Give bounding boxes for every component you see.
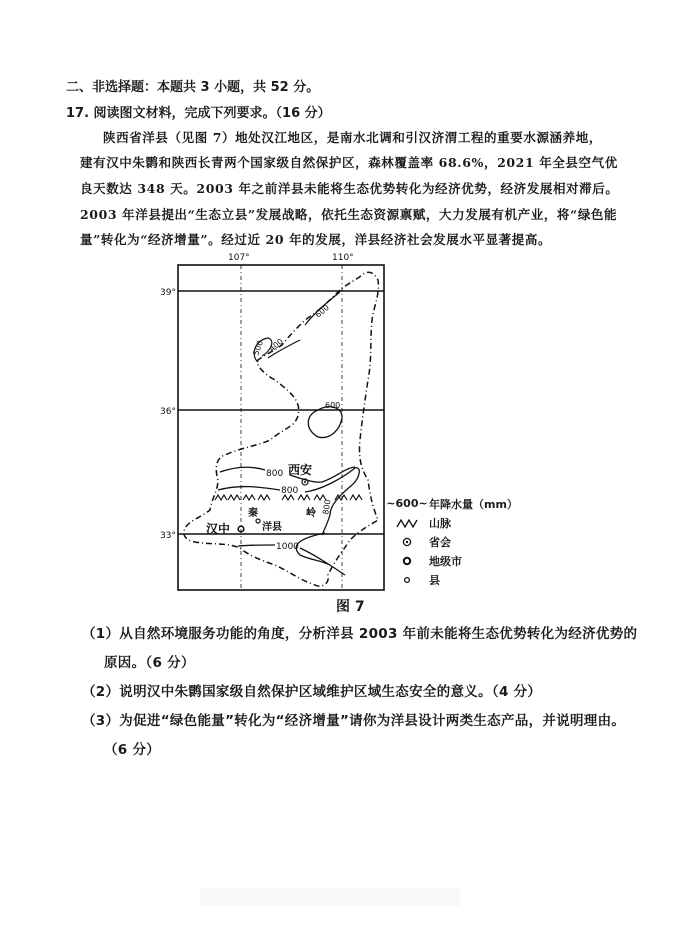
sub-question-1: （1）从自然环境服务功能的角度，分析洋县 2003 年前未能将生态优势转化为经济优势的: [82, 626, 638, 642]
county-icon: [385, 575, 429, 585]
material-line: 良天数达 348 天。2003 年之前洋县未能将生态优势转化为经济优势，经济发展相对滞后。: [80, 181, 619, 196]
prefecture-city-icon: [385, 556, 429, 566]
xian-label: 西安: [288, 463, 313, 477]
section-heading: 二、非选择题：本题共 3 小题，共 52 分。: [66, 80, 320, 95]
lat-label-36: 36°: [160, 407, 176, 417]
qinling-label-2: 岭: [306, 508, 316, 519]
isohyet-label: 500: [251, 339, 266, 357]
isohyet-label: 600: [313, 302, 331, 320]
isohyet-label: 600: [325, 401, 341, 410]
provincial-capital-icon: [385, 537, 429, 547]
lon-label-110: 110°: [332, 253, 354, 263]
question-title: 17. 阅读图文材料，完成下列要求。（16 分）: [66, 106, 331, 121]
mountain-icon: [385, 518, 429, 528]
material-line: 陕西省洋县（见图 7）地处汉江地区，是南水北调和引汉济渭工程的重要水源涵养地，: [103, 130, 602, 145]
sub-question-3: （3）为促进“绿色能量”转化为“经济增量”请你为洋县设计两类生态产品，并说明理由。: [82, 713, 626, 729]
material-line: 2003 年洋县提出“生态立县”发展战略，依托生态资源禀赋，大力发展有机产业，将“绿色能: [80, 207, 618, 222]
hanzhong-label: 汉中: [206, 522, 231, 536]
isohyet-label: 800: [281, 486, 299, 496]
sub-question-1-cont: 原因。（6 分）: [104, 655, 195, 671]
map-legend: [385, 494, 518, 589]
isohyet-label: 800: [266, 469, 284, 479]
lon-label-107: 107°: [228, 253, 250, 263]
isohyet-600-loop: [308, 407, 342, 438]
legend-item-county: 县: [385, 570, 518, 589]
figure-caption: 图 7: [336, 599, 365, 615]
isohyet-label: 1000: [276, 542, 299, 552]
isohyet-label: 800: [321, 498, 333, 516]
yangxian-label: 洋县: [262, 522, 282, 533]
isohyet-label: 400: [267, 336, 285, 354]
material-line: 建有汉中朱鹮和陕西长青两个国家级自然保护区，森林覆盖率 68.6%，2021 年全县空气优: [80, 155, 618, 170]
figure-7-map: [160, 252, 390, 597]
faint-footer-mark: [200, 888, 460, 906]
legend-item-mountain: 山脉: [385, 513, 518, 532]
qinling-label-1: 秦: [248, 508, 258, 519]
lat-label-33: 33°: [160, 531, 176, 541]
legend-item-isohyet: ~600~ 年降水量（mm）: [386, 497, 518, 511]
legend-item-city: 地级市: [385, 551, 518, 570]
sub-question-3-cont: （6 分）: [104, 742, 161, 758]
sub-question-2: （2）说明汉中朱鹮国家级自然保护区域维护区域生态安全的意义。（4 分）: [82, 684, 542, 700]
legend-item-capital: 省会: [385, 532, 518, 551]
isohyet-symbol-icon: ~600~: [386, 497, 428, 510]
county-icon: [256, 519, 260, 523]
isohyet-1000: [238, 533, 345, 575]
lat-label-39: 39°: [160, 288, 176, 298]
isohyet-800: [218, 468, 359, 535]
material-line: 量”转化为“经济增量”。经过近 20 年的发展，洋县经济社会发展水平显著提高。: [80, 232, 552, 247]
province-boundary: [184, 272, 379, 586]
